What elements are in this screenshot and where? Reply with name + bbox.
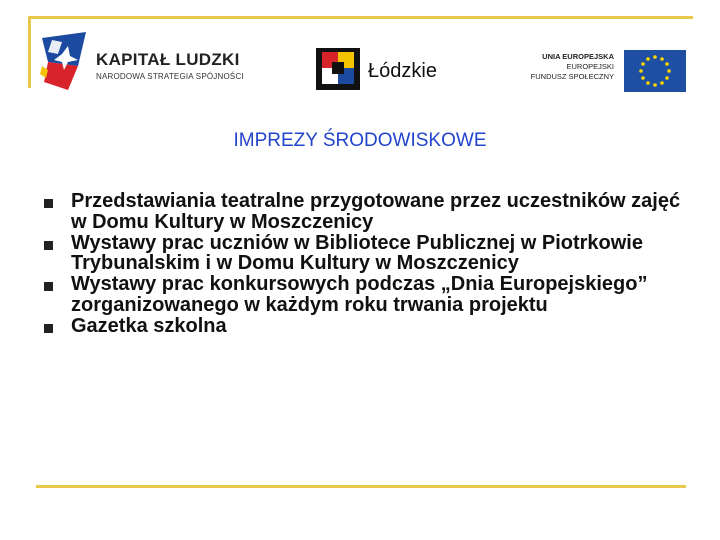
eu-text (531, 52, 614, 82)
kapital-ludzki-logo (38, 32, 268, 92)
bullet-item (44, 233, 694, 275)
lodzkie-name: Łódzkie (368, 60, 437, 82)
eu-flag-icon (624, 50, 686, 92)
slide-title: IMPREZY ŚRODOWISKOWE (233, 130, 487, 151)
bullet-item (44, 191, 694, 233)
eu-text-line: FUNDUSZ SPOŁECZNY (530, 72, 614, 81)
lodzkie-logo (316, 48, 456, 96)
bullet-text: Gazetka szkolna (71, 314, 227, 337)
eu-logo (516, 50, 686, 94)
bullet-list (44, 191, 694, 337)
bullet-text: Wystawy prac konkursowych podczas „Dnia Europejskiego” zorganizowanego w każdym roku trwania projektu (71, 273, 648, 316)
square-bullet-icon (44, 282, 53, 291)
bullet-item (44, 316, 694, 337)
lodzkie-emblem (316, 48, 362, 92)
frame-top-line (28, 16, 693, 19)
kapital-ludzki-title: KAPITAŁ LUDZKI (96, 50, 240, 69)
bullet-item (44, 274, 694, 316)
bullet-text: Przedstawiania teatralne przygotowane przez uczestników zajęć w Domu Kultury w Moszczenicy (71, 190, 681, 233)
frame-left-line (28, 16, 31, 88)
eu-text-line: EUROPEJSKI (566, 62, 614, 71)
square-bullet-icon (44, 199, 53, 208)
kapital-ludzki-subtitle: NARODOWA STRATEGIA SPÓJNOŚCI (96, 72, 244, 81)
bullet-text: Wystawy prac uczniów w Bibliotece Publicznej w Piotrkowie Trybunalskim i w Domu Kultury w Moszczenicy (71, 231, 643, 275)
square-bullet-icon (44, 241, 53, 250)
square-bullet-icon (44, 324, 53, 333)
frame-bottom-line (36, 485, 686, 488)
eu-text-line: UNIA EUROPEJSKA (542, 52, 614, 61)
kapital-ludzki-emblem (38, 32, 94, 92)
